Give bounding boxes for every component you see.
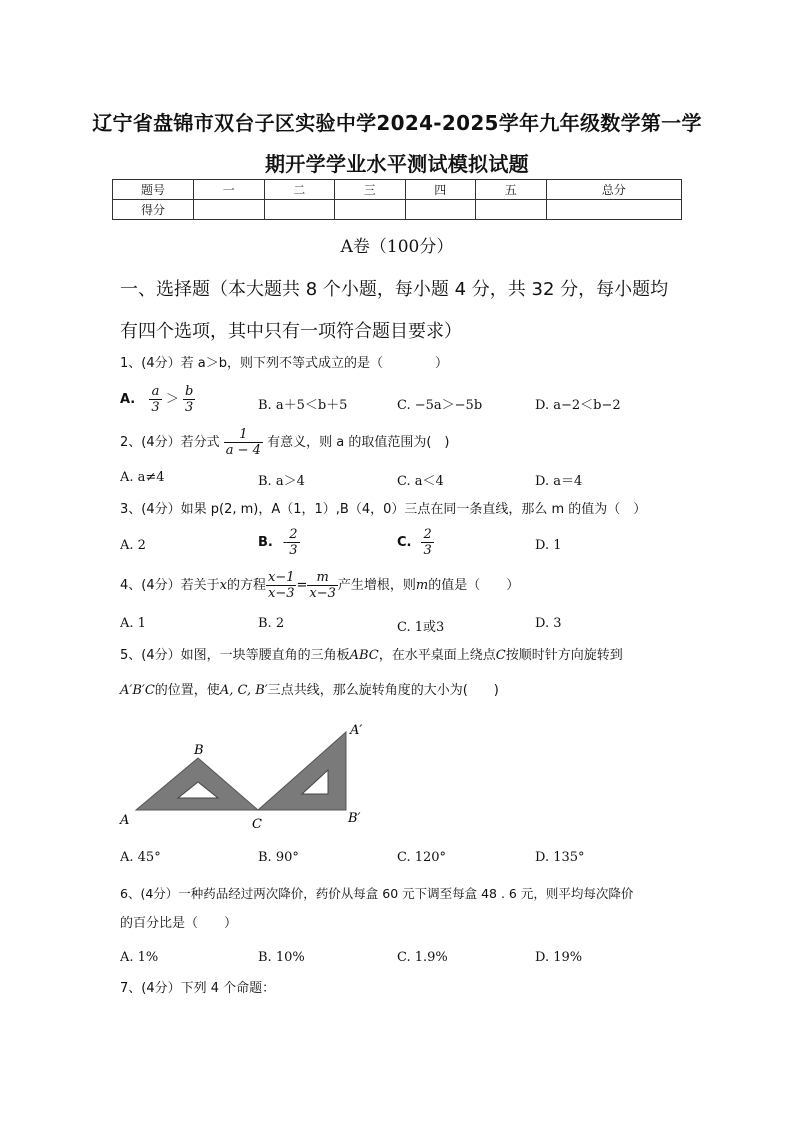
numerator: b <box>184 384 194 399</box>
q1-stem: 1、(4分）若 a＞b，则下列不等式成立的是（ ） <box>120 356 448 371</box>
score-header-cell: 五 <box>476 180 547 200</box>
q3-option-b <box>258 527 300 558</box>
denominator: x−3 <box>267 586 295 601</box>
score-header-cell: 题号 <box>113 180 194 200</box>
triangle-abc-prime-shape <box>258 732 346 810</box>
score-cell <box>194 200 265 220</box>
numerator: x−1 <box>267 570 295 585</box>
q5-text: 按顺时针方向旋转到 <box>505 648 623 663</box>
relation: ＞ <box>165 392 179 407</box>
q5-option-b: B. 90° <box>258 850 299 865</box>
q5-option-c: C. 120° <box>397 850 447 865</box>
score-header-cell: 三 <box>335 180 406 200</box>
numerator: 2 <box>289 527 298 542</box>
q5-text: 5、(4分）如图，一块等腰直角的三角板 <box>120 648 350 663</box>
fraction <box>266 570 297 601</box>
q5-option-d: D. 135° <box>535 850 585 865</box>
q6-option-a: A. 1% <box>120 950 159 965</box>
score-header-cell: 二 <box>264 180 335 200</box>
q5-text: 三点共线，那么旋转角度的大小为( ) <box>267 683 499 698</box>
q4-option-a: A. 1 <box>120 616 146 631</box>
variable-x: x <box>219 578 227 593</box>
q5-text: ，在水平桌面上绕点 <box>378 648 496 663</box>
rotated-triangles-figure <box>116 720 376 835</box>
option-label: A. <box>120 392 136 407</box>
q4-option-b: B. 2 <box>258 616 285 631</box>
numerator: m <box>307 570 338 586</box>
q2-stem-post: 有意义，则 a 的取值范围为( ) <box>267 435 450 450</box>
q3-option-a: A. 2 <box>120 538 146 553</box>
score-table-header-row <box>113 180 682 200</box>
q5-option-a: A. 45° <box>120 850 161 865</box>
section-a-title: A卷（100分） <box>340 237 454 257</box>
exam-title-line1: 辽宁省盘锦市双台子区实验中学2024-2025学年九年级数学第一学 <box>92 111 702 135</box>
score-cell <box>476 200 547 220</box>
denominator: 3 <box>289 543 298 558</box>
denominator: 3 <box>184 400 194 415</box>
q4-stem-mid: 的方程 <box>226 578 266 593</box>
q3-stem: 3、(4分）如果 p(2, m)，A（1，1）,B（4，0）三点在同一条直线，那么 m 的值为（ ） <box>120 502 647 517</box>
q4-stem-pre: 4、(4分）若关于 <box>120 578 220 593</box>
q6-option-b: B. 10% <box>258 950 305 965</box>
point-c: C <box>495 648 506 663</box>
q2-stem-pre: 2、(4分）若分式 <box>120 435 220 450</box>
score-table-score-row <box>113 200 682 220</box>
exam-title-line2: 期开学学业水平测试模拟试题 <box>265 152 529 176</box>
score-header-cell: 总分 <box>546 180 682 200</box>
label-a-prime: A′ <box>350 723 363 738</box>
q2-option-d: D. a＝4 <box>535 474 583 489</box>
label-c: C <box>252 817 262 832</box>
q6-option-d: D. 19% <box>535 950 583 965</box>
triangle-abc: ABC <box>349 648 379 663</box>
variable-m: m <box>415 578 429 593</box>
numerator: a <box>149 384 161 400</box>
q2-option-c: C. a＜4 <box>397 474 444 489</box>
q2-stem <box>120 427 690 458</box>
q2-option-a: A. a≠4 <box>120 470 165 485</box>
option-label: B. <box>258 535 273 550</box>
q4-option-c: C. 1或3 <box>397 620 445 635</box>
fraction <box>224 427 263 458</box>
q6-option-c: C. 1.9% <box>397 950 448 965</box>
part1-heading-line1: 一、选择题（本大题共 8 个小题，每小题 4 分，共 32 分，每小题均 <box>120 279 669 300</box>
equals-sign: = <box>296 578 308 593</box>
score-table <box>112 179 682 220</box>
label-b-prime: B′ <box>348 811 361 826</box>
q1-option-c: C. −5a＞−5b <box>397 398 483 413</box>
fraction <box>149 384 161 415</box>
numerator: 1 <box>224 427 263 443</box>
q1-option-a <box>120 384 195 415</box>
score-cell <box>264 200 335 220</box>
score-header-cell: 一 <box>194 180 265 200</box>
q5-stem-line2 <box>120 684 690 697</box>
q2-option-b: B. a＞4 <box>258 474 305 489</box>
collinear-points: A, C, B′ <box>219 683 268 698</box>
label-b: B <box>194 743 204 758</box>
q3-option-c <box>397 527 434 558</box>
score-cell <box>335 200 406 220</box>
q4-option-d: D. 3 <box>535 616 562 631</box>
q6-stem-line1: 6、(4分）一种药品经过两次降价，药价从每盒 60 元下调至每盒 48 . 6 元，则平均每次降价 <box>120 886 634 901</box>
minus-sign: - <box>282 535 288 550</box>
q3-option-d: D. 1 <box>535 538 562 553</box>
q7-stem: 7、(4分）下列 4 个命题： <box>120 981 276 996</box>
numerator: 2 <box>423 527 432 542</box>
denominator: 3 <box>151 400 160 415</box>
q5-text: 的位置，使 <box>154 683 220 698</box>
score-row-label: 得分 <box>113 200 194 220</box>
fraction <box>183 384 195 415</box>
q4-stem-post: 产生增根，则 <box>337 578 416 593</box>
q4-stem <box>120 570 690 601</box>
q1-option-d: D. a−2＜b−2 <box>535 398 621 413</box>
denominator: a − 4 <box>225 443 261 458</box>
label-a: A <box>120 813 130 828</box>
score-cell <box>546 200 682 220</box>
denominator: 3 <box>423 543 432 558</box>
q6-stem-line2: 的百分比是（ ） <box>120 916 238 931</box>
fraction <box>287 527 299 558</box>
part1-heading-line2: 有四个选项，其中只有一项符合题目要求） <box>120 321 462 342</box>
fraction <box>421 527 433 558</box>
triangle-abc-prime: A′B′C <box>120 683 155 698</box>
q5-stem-line1 <box>120 649 690 662</box>
fraction <box>307 570 338 601</box>
q4-stem-post2: 的值是（ ） <box>428 578 520 593</box>
denominator: x−3 <box>309 586 336 601</box>
q1-option-b: B. a＋5＜b＋5 <box>258 398 348 413</box>
option-label: C. <box>397 535 412 550</box>
score-cell <box>405 200 476 220</box>
score-header-cell: 四 <box>405 180 476 200</box>
